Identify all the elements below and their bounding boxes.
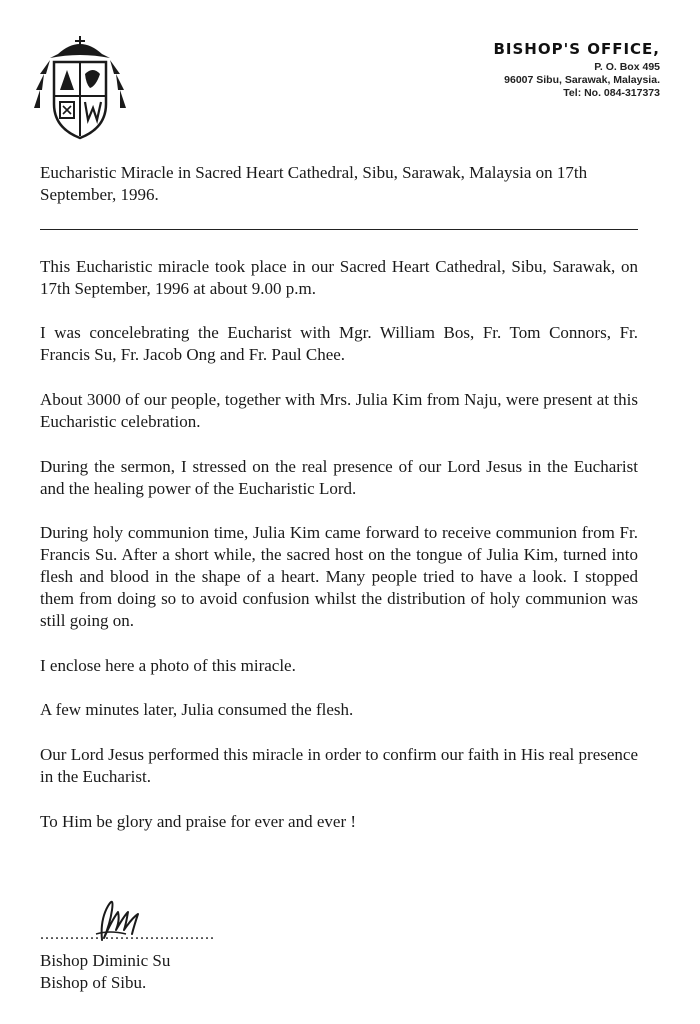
paragraph-5: During holy communion time, Julia Kim came forward to receive communion from Fr. Francis Su. After a short while, the sacred host on the tongue of Julia Kim, turned into flesh and blood in the shape of a heart. Many people tried to have a look. I stopped them from doing so to avoid confusion whilst the distribution of holy communion was still going on. (40, 523, 638, 630)
office-name: BISHOP'S OFFICE, (493, 40, 660, 58)
divider-rule (40, 229, 638, 230)
paragraph-4: During the sermon, I stressed on the real presence of our Lord Jesus in the Eucharist and the healing power of the Eucharistic Lord. (40, 457, 638, 498)
paragraph-7: A few minutes later, Julia consumed the flesh. (40, 700, 354, 719)
signer-name: Bishop Diminic Su (40, 951, 171, 970)
paragraph-1: This Eucharistic miracle took place in our Sacred Heart Cathedral, Sibu, Sarawak, on 17th September, 1996 at about 9.00 p.m. (40, 257, 638, 298)
po-box: P. O. Box 495 (594, 60, 660, 73)
paragraph-2: I was concelebrating the Eucharist with Mgr. William Bos, Fr. Tom Connors, Fr. Francis Su, Fr. Jacob Ong and Fr. Paul Chee. (40, 323, 638, 364)
letter-subject: Eucharistic Miracle in Sacred Heart Cathedral, Sibu, Sarawak, Malaysia on 17th September, 1996. (40, 163, 588, 204)
signature-line: ................................... (40, 926, 215, 943)
signer-title: Bishop of Sibu. (40, 973, 147, 992)
coat-of-arms-icon (30, 34, 130, 142)
paragraph-9: To Him be glory and praise for ever and ever ! (40, 812, 357, 831)
paragraph-3: About 3000 of our people, together with Mrs. Julia Kim from Naju, were present at this Eucharistic celebration. (40, 390, 638, 431)
paragraph-6: I enclose here a photo of this miracle. (40, 656, 296, 675)
paragraph-8: Our Lord Jesus performed this miracle in order to confirm our faith in His real presence in the Eucharist. (40, 745, 638, 786)
telephone: Tel: No. 084-317373 (563, 87, 660, 99)
letterhead (493, 40, 660, 100)
address: 96007 Sibu, Sarawak, Malaysia. (504, 73, 660, 86)
